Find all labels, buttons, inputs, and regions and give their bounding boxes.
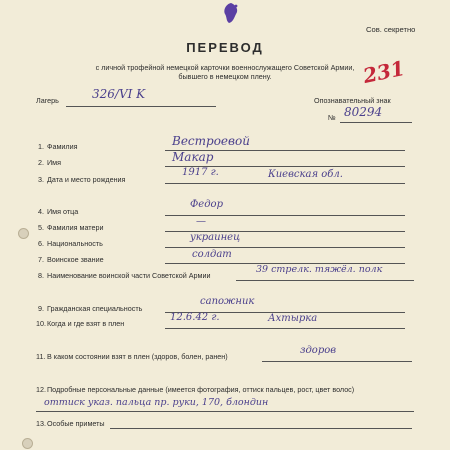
punch-hole <box>22 438 33 449</box>
subtitle-line-2: бывшего в немецком плену. <box>178 72 272 81</box>
field-11-label: В каком состоянии взят в плен (здоров, болен, ранен) <box>47 352 228 361</box>
field-2-number: 2. <box>38 158 44 167</box>
field-3-label: Дата и место рождения <box>47 175 126 184</box>
field-4-value: Федор <box>190 199 223 210</box>
subtitle-line-1: с личной трофейной немецкой карточки военнослужащего Советской Армии, <box>95 63 355 72</box>
document-title: ПЕРЕВОД <box>186 40 264 55</box>
tag-value: 80294 <box>344 105 383 119</box>
field-12-value: оттиск указ. пальца пр. руки, 170, блондин <box>44 397 269 408</box>
field-8-underline <box>236 280 414 281</box>
field-1-label: Фамилия <box>47 142 78 151</box>
field-7-value: солдат <box>192 249 232 260</box>
field-3-value-place: Киевская обл. <box>268 169 343 180</box>
camp-label: Лагерь <box>36 96 59 105</box>
field-9-label: Гражданская специальность <box>47 304 143 313</box>
camp-underline <box>66 106 216 107</box>
field-5-value: — <box>196 216 206 227</box>
field-2-value: Макар <box>172 150 214 164</box>
field-1-value: Вестроевой <box>172 134 250 148</box>
field-1-number: 1. <box>38 142 44 151</box>
field-11-underline <box>262 361 412 362</box>
ink-blot-decoration <box>222 2 240 24</box>
field-4-label: Имя отца <box>47 207 79 216</box>
field-12-underline <box>36 411 414 412</box>
field-7-number: 7. <box>38 255 44 264</box>
field-12-number: 12. <box>36 385 46 394</box>
field-8-number: 8. <box>38 271 44 280</box>
field-5-label: Фамилия матери <box>47 223 104 232</box>
field-13-underline <box>110 428 412 429</box>
field-13-label: Особые приметы <box>47 419 105 428</box>
field-3-number: 3. <box>38 175 44 184</box>
field-10-underline <box>165 328 405 329</box>
field-10-number: 10. <box>36 319 46 328</box>
classification-mark: Сов. секретно <box>366 25 416 34</box>
field-8-value: 39 стрелк. тяжёл. полк <box>256 264 383 275</box>
field-3-underline <box>165 183 405 184</box>
field-10-value: 12.6.42 г. <box>170 312 220 323</box>
field-6-label: Национальность <box>47 239 103 248</box>
field-3-value: 1917 г. <box>182 167 219 178</box>
field-2-label: Имя <box>47 158 61 167</box>
field-6-underline <box>165 247 405 248</box>
field-12-label: Подробные персональные данные (имеется фотография, оттиск пальцев, рост, цвет волос) <box>47 385 355 394</box>
field-5-number: 5. <box>38 223 44 232</box>
field-7-label: Воинское звание <box>47 255 104 264</box>
field-6-number: 6. <box>38 239 44 248</box>
field-4-number: 4. <box>38 207 44 216</box>
field-9-number: 9. <box>38 304 44 313</box>
tag-label: Опознавательный знак <box>314 96 391 105</box>
field-10-label: Когда и где взят в плен <box>47 319 125 328</box>
punch-hole <box>18 228 29 239</box>
camp-value: 326/VI K <box>92 87 146 101</box>
tag-underline <box>340 122 412 123</box>
field-8-label: Наименование воинской части Советской Армии <box>47 271 211 280</box>
field-11-number: 11. <box>36 352 46 361</box>
red-stamp-number: 231 <box>360 55 407 89</box>
field-6-value: украинец <box>190 232 241 243</box>
field-11-value: здоров <box>300 345 337 356</box>
tag-prefix: № <box>328 113 336 122</box>
field-10-value-place: Ахтырка <box>268 313 318 324</box>
field-13-number: 13. <box>36 419 46 428</box>
field-9-value: сапожник <box>200 296 255 307</box>
